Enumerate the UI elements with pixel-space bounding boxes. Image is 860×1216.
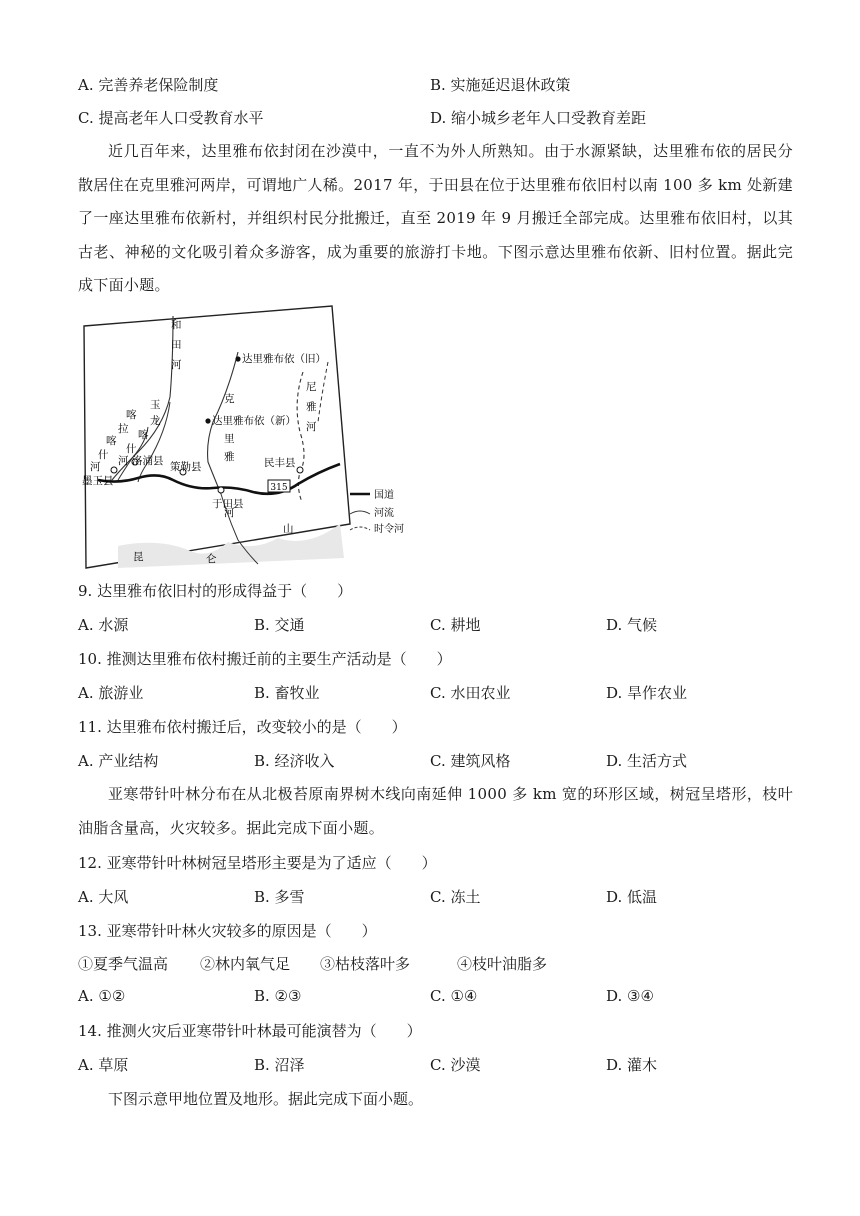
river-label-ka3: 喀 <box>106 435 117 447</box>
q13-item-4: ④枝叶油脂多 <box>457 955 548 973</box>
q14-option-a: A. 草原 <box>78 1056 129 1074</box>
q11-option-b: B. 经济收入 <box>254 752 335 770</box>
q13-item-1: ①夏季气温高 <box>78 955 169 973</box>
new-village-label: 达里雅布依（新） <box>212 415 296 427</box>
q10-option-c: C. 水田农业 <box>430 684 511 702</box>
q12-stem: 12. 亚寒带针叶林树冠呈塔形主要是为了适应（ ） <box>78 854 437 872</box>
minfeng-county-marker <box>297 467 303 473</box>
county-yutian: 于田县 <box>212 498 244 510</box>
q12-option-a: A. 大风 <box>78 888 129 906</box>
q14-option-d: D. 灌木 <box>606 1056 658 1074</box>
q10-option-d: D. 旱作农业 <box>606 684 688 702</box>
river-label-li: 里 <box>224 433 235 445</box>
q13-option-d: D. ③④ <box>606 987 654 1005</box>
county-luopu: 洛浦县 <box>132 455 164 467</box>
q9-option-b: B. 交通 <box>254 616 305 634</box>
river-label-he2: 河 <box>171 359 182 371</box>
q11-option-c: C. 建筑风格 <box>430 752 511 770</box>
q12-option-c: C. 冻土 <box>430 888 481 906</box>
q11-stem: 11. 达里雅布依村搬迁后，改变较小的是（ ） <box>78 718 407 736</box>
mountain-label-kun: 昆 <box>133 551 144 563</box>
q10-option-b: B. 畜牧业 <box>254 684 320 702</box>
river-label-he: 和 <box>171 319 182 331</box>
q8-option-c: C. 提高老年人口受教育水平 <box>78 109 264 127</box>
river-label-ka1: 喀 <box>138 429 149 441</box>
legend-seasonal-swatch <box>350 527 370 530</box>
q13-option-c: C. ①④ <box>430 987 478 1005</box>
q9-stem: 9. 达里雅布依旧村的形成得益于（ ） <box>78 582 353 600</box>
river-label-ni: 尼 <box>306 381 317 393</box>
legend-seasonal-label: 时令河 <box>374 524 404 535</box>
q9-option-a: A. 水源 <box>78 616 129 634</box>
moyu-county-marker <box>111 467 117 473</box>
legend-road-label: 国道 <box>374 490 394 501</box>
new-village-dot <box>205 418 210 423</box>
q14-option-b: B. 沼泽 <box>254 1056 305 1074</box>
river-label-ka2: 喀 <box>126 409 137 421</box>
q9-option-c: C. 耕地 <box>430 616 481 634</box>
river-label-ke: 克 <box>224 393 235 405</box>
river-label-yu: 玉 <box>150 399 161 411</box>
river-label-ya: 雅 <box>224 451 235 463</box>
q13-item-3: ③枯枝落叶多 <box>320 955 411 973</box>
legend-river-swatch <box>350 511 370 514</box>
road-315-label: 315 <box>270 483 288 493</box>
mountain-label-lun: 仑 <box>206 553 217 565</box>
q14-option-c: C. 沙漠 <box>430 1056 481 1074</box>
q9-option-d: D. 气候 <box>606 616 658 634</box>
yutian-county-marker <box>218 487 224 493</box>
q11-option-a: A. 产业结构 <box>78 752 159 770</box>
q13-stem: 13. 亚寒带针叶林火灾较多的原因是（ ） <box>78 922 377 940</box>
county-moyu: 墨玉县 <box>82 475 114 487</box>
old-village-dot <box>235 356 240 361</box>
county-minfeng: 民丰县 <box>264 457 296 469</box>
passage-dariyabuyi: 近几百年来，达里雅布依封闭在沙漠中，一直不为外人所熟知。由于水源紧缺，达里雅布依的居民分散居住在克里雅河两岸，可谓地广人稀。2017 年，于田县在位于达里雅布依旧村以南 100 多 km 处新建了一座达里雅布依新村，并组织村民分批搬迁，直至 2019 年 9 月搬迁全部完成。达里雅布依旧村，以其古老、神秘的文化吸引着众多游客，成为重要的旅游打卡地。下图示意达里雅布依新、旧村位置。据此完成下面小题。 <box>78 142 793 294</box>
q13-option-b: B. ②③ <box>254 987 302 1005</box>
passage-taiga: 亚寒带针叶林分布在从北极苔原南界树木线向南延伸 1000 多 km 宽的环形区域，树冠呈塔形，枝叶油脂含量高，火灾较多。据此完成下面小题。 <box>78 785 793 837</box>
river-label-la: 拉 <box>118 423 129 435</box>
q8-option-d: D. 缩小城乡老年人口受教育差距 <box>430 109 647 127</box>
river-label-he3: 河 <box>118 455 129 467</box>
river-label-he4: 河 <box>90 461 101 473</box>
q11-option-d: D. 生活方式 <box>606 752 688 770</box>
river-label-shi2: 什 <box>98 449 109 461</box>
river-label-long: 龙 <box>150 415 161 427</box>
q13-option-a: A. ①② <box>78 987 126 1005</box>
q14-stem: 14. 推测火灾后亚寒带针叶林最可能演替为（ ） <box>78 1022 422 1040</box>
q12-option-d: D. 低温 <box>606 888 658 906</box>
river-label-he5: 河 <box>224 507 235 519</box>
legend-river-label: 河流 <box>374 508 394 519</box>
river-label-tian: 田 <box>171 339 182 351</box>
q10-option-a: A. 旅游业 <box>78 684 144 702</box>
mountain-label-shan: 山 <box>283 523 294 535</box>
river-label-ya2: 雅 <box>306 401 317 413</box>
passage-jiadi: 下图示意甲地位置及地形。据此完成下面小题。 <box>108 1090 424 1108</box>
q13-item-2: ②林内氧气足 <box>200 955 291 973</box>
q10-stem: 10. 推测达里雅布依村搬迁前的主要生产活动是（ ） <box>78 650 452 668</box>
county-cele: 策勒县 <box>170 461 202 473</box>
q8-option-a: A. 完善养老保险制度 <box>78 76 219 94</box>
q12-option-b: B. 多雪 <box>254 888 305 906</box>
old-village-label: 达里雅布依（旧） <box>242 353 326 365</box>
river-label-he6: 河 <box>306 421 317 433</box>
q8-option-b: B. 实施延迟退休政策 <box>430 76 571 94</box>
map-frame <box>84 306 350 568</box>
dariyabuyi-map <box>78 302 418 574</box>
river-label-shi1: 什 <box>126 443 137 455</box>
